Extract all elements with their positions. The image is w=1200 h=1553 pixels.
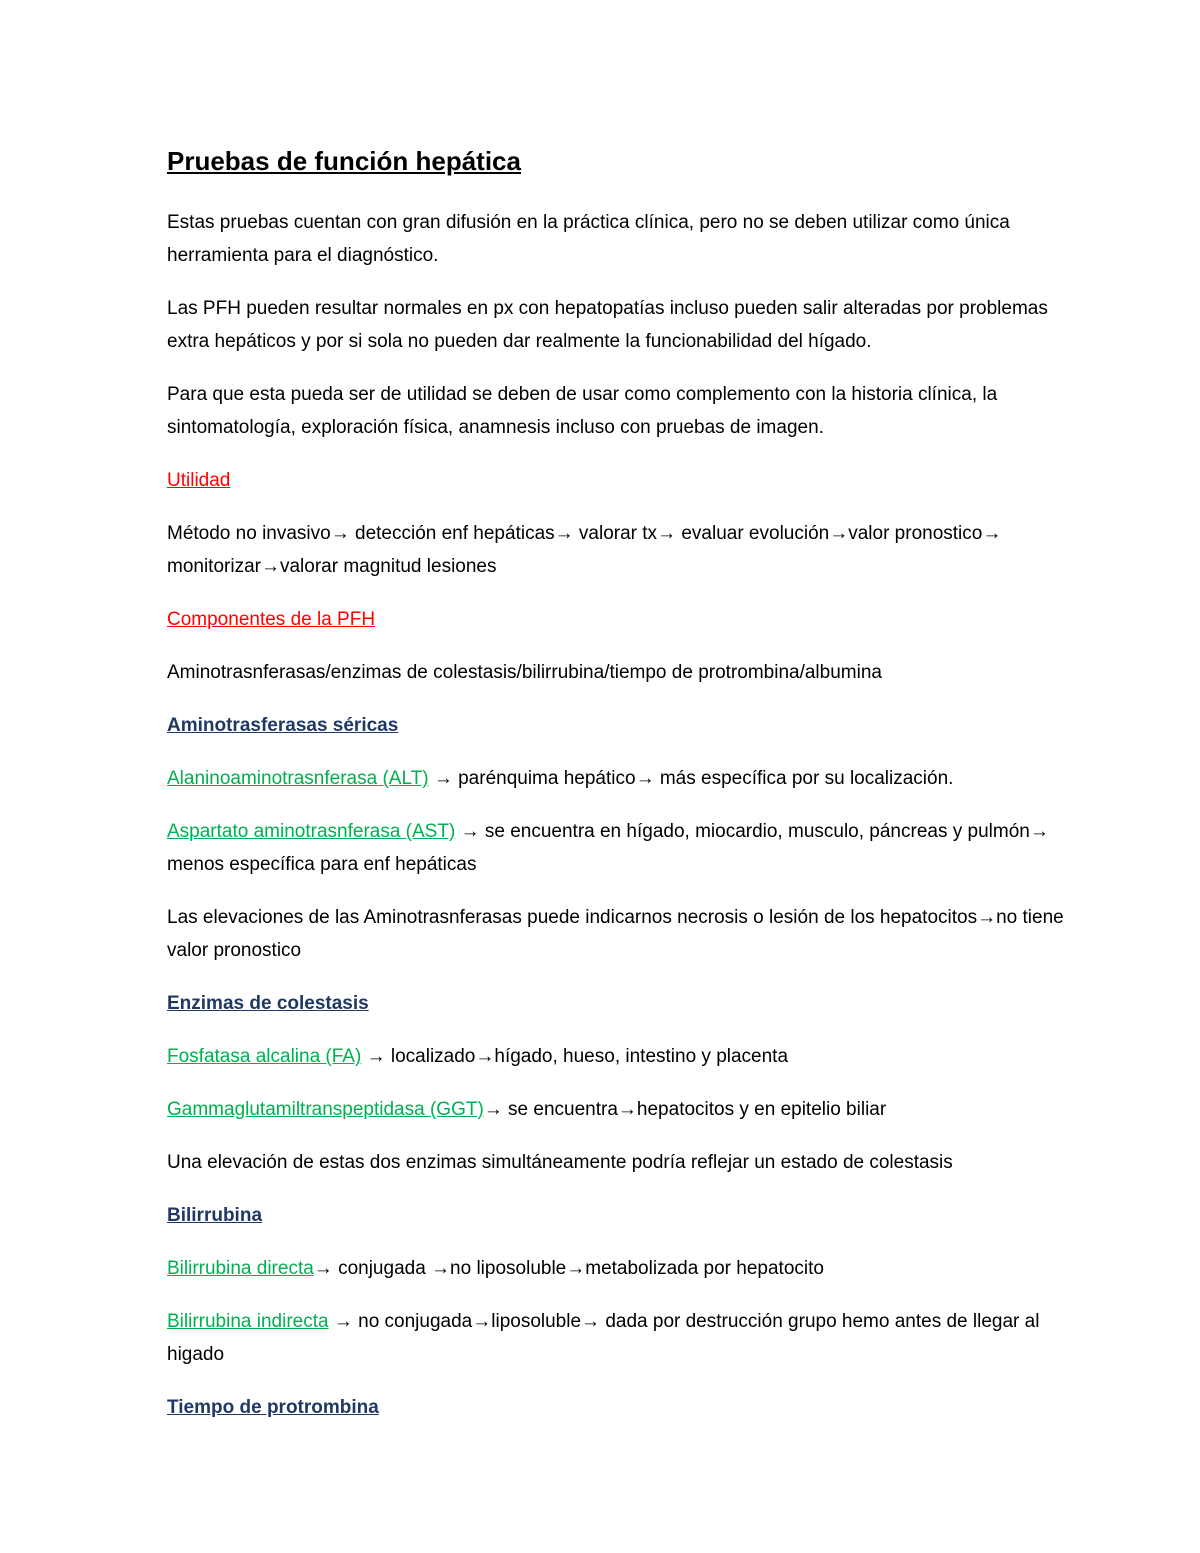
section-heading-bilirrubina	[167, 1199, 1087, 1232]
flow-item: valor pronostico	[848, 523, 983, 544]
text-part: liposoluble	[491, 1311, 582, 1332]
arrow-icon: →	[581, 1311, 601, 1332]
text-part: se encuentra en hígado, miocardio, musculo, páncreas y pulmón	[479, 821, 1030, 842]
text-part: dada por destrucción grupo hemo antes de llegar al higado	[167, 1311, 1040, 1365]
section-heading-aminotransferasas	[167, 709, 1087, 742]
flow-item: valorar magnitud lesiones	[279, 556, 497, 577]
arrow-icon: →	[829, 523, 849, 544]
flow-item: Método no invasivo	[167, 523, 331, 544]
arrow-icon: →	[433, 768, 453, 789]
text-part: no conjugada	[352, 1311, 473, 1332]
document-page	[167, 140, 1087, 1444]
arrow-icon: →	[483, 1099, 503, 1120]
text-part: menos específica para enf hepáticas	[167, 854, 477, 875]
section-heading-protrombina	[167, 1391, 1087, 1424]
flow-item: monitorizar	[167, 556, 261, 577]
colestasis-note: Una elevación de estas dos enzimas simultáneamente podría reflejar un estado de colestasis	[167, 1152, 953, 1173]
arrow-icon: →	[617, 1099, 637, 1120]
arrow-icon: →	[472, 1311, 492, 1332]
ggt-term: Gammaglutamiltranspeptidasa (GGT)	[167, 1099, 484, 1120]
bilirrubina-directa-paragraph	[167, 1252, 1087, 1285]
ast-term: Aspartato aminotrasnferasa (AST)	[167, 821, 456, 842]
flow-item: detección enf hepáticas	[349, 523, 555, 544]
bilirrubina-indirecta-term: Bilirrubina indirecta	[167, 1311, 329, 1332]
arrow-icon: →	[431, 1258, 451, 1279]
text-part: parénquima hepático	[452, 768, 636, 789]
componentes-heading: Componentes de la PFH	[167, 609, 376, 630]
arrow-icon: →	[554, 523, 574, 544]
arrow-icon: →	[333, 1311, 353, 1332]
page-title: Pruebas de función hepática	[167, 146, 521, 176]
alt-paragraph	[167, 762, 1087, 795]
alt-term: Alaninoaminotrasnferasa (ALT)	[167, 768, 429, 789]
bilirrubina-heading: Bilirrubina	[167, 1205, 263, 1226]
arrow-icon: →	[982, 523, 1002, 544]
bilirrubina-indirecta-paragraph	[167, 1305, 1087, 1371]
section-heading-utilidad	[167, 464, 1087, 497]
text-part: Las elevaciones de las Aminotrasnferasas puede indicarnos necrosis o lesión de los hepatocitos	[167, 907, 978, 928]
text-part: más específica por su localización.	[654, 768, 954, 789]
arrow-icon: →	[260, 556, 280, 577]
fa-term: Fosfatasa alcalina (FA)	[167, 1046, 362, 1067]
componentes-text: Aminotrasnferasas/enzimas de colestasis/bilirrubina/tiempo de protrombina/albumina	[167, 662, 882, 683]
text-part: metabolizada por hepatocito	[585, 1258, 824, 1279]
section-heading-componentes	[167, 603, 1087, 636]
arrow-icon: →	[366, 1046, 386, 1067]
text-part: se encuentra	[502, 1099, 618, 1120]
intro-paragraph-3: Para que esta pueda ser de utilidad se deben de usar como complemento con la historia clínica, la sintomatología, exploración física, anamnesis incluso con pruebas de imagen.	[167, 384, 998, 438]
fa-paragraph	[167, 1040, 1087, 1073]
arrow-icon: →	[330, 523, 350, 544]
text-part: localizado	[385, 1046, 476, 1067]
text-part: hígado, hueso, intestino y placenta	[494, 1046, 789, 1067]
aminotransferasas-heading: Aminotrasferasas séricas	[167, 715, 399, 736]
text-part: no liposoluble	[450, 1258, 567, 1279]
arrow-icon: →	[475, 1046, 495, 1067]
arrow-icon: →	[657, 523, 677, 544]
colestasis-heading: Enzimas de colestasis	[167, 993, 369, 1014]
intro-paragraph-1: Estas pruebas cuentan con gran difusión en la práctica clínica, pero no se deben utilizar como única herramienta para el diagnóstico.	[167, 212, 1010, 266]
flow-item: valorar tx	[573, 523, 658, 544]
section-heading-colestasis	[167, 987, 1087, 1020]
utilidad-flow	[167, 517, 1087, 583]
arrow-icon: →	[313, 1258, 333, 1279]
arrow-icon: →	[635, 768, 655, 789]
utilidad-heading: Utilidad	[167, 470, 231, 491]
ast-paragraph	[167, 815, 1087, 881]
text-part: hepatocitos y en epitelio biliar	[636, 1099, 887, 1120]
arrow-icon: →	[460, 821, 480, 842]
bilirrubina-directa-term: Bilirrubina directa	[167, 1258, 314, 1279]
ggt-paragraph	[167, 1093, 1087, 1126]
aminotransferasas-note	[167, 901, 1087, 967]
arrow-icon: →	[977, 907, 997, 928]
protrombina-heading: Tiempo de protrombina	[167, 1397, 379, 1418]
text-part: conjugada	[332, 1258, 432, 1279]
text-part: no tiene valor pronostico	[167, 907, 1064, 961]
arrow-icon: →	[566, 1258, 586, 1279]
flow-item: evaluar evolución	[676, 523, 830, 544]
arrow-icon: →	[1029, 821, 1049, 842]
intro-paragraph-2: Las PFH pueden resultar normales en px con hepatopatías incluso pueden salir alteradas por problemas extra hepáticos y por si sola no pueden dar realmente la funcionabilidad del hígado.	[167, 298, 1048, 352]
